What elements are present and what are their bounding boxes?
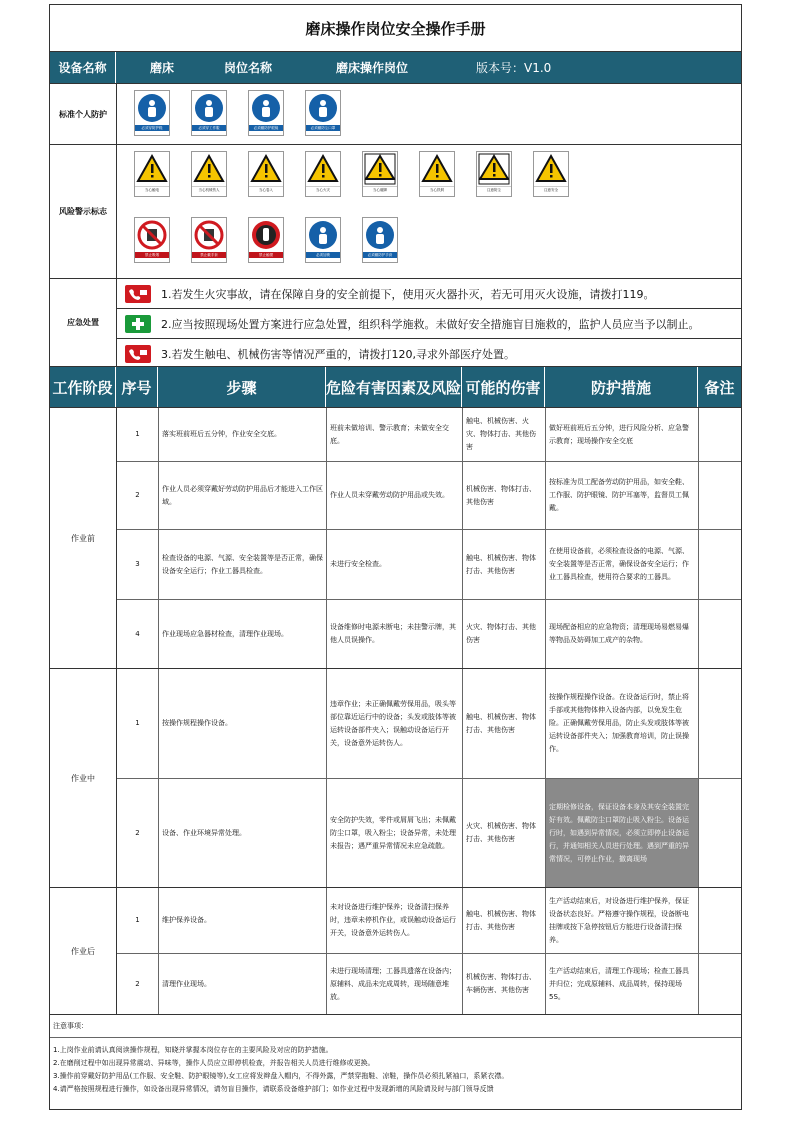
blue-sign-0 <box>134 90 170 136</box>
stage-rows <box>117 669 741 887</box>
emergency-item <box>117 309 741 339</box>
stage-rows <box>117 408 741 668</box>
row-no: 2 <box>117 462 159 529</box>
red-sign-p1 <box>191 217 227 263</box>
stage-cell: 作业前 <box>50 408 117 668</box>
sign-caption: 必须戴防护眼镜 <box>249 125 283 131</box>
blue-sign-1 <box>191 90 227 136</box>
stage-cell: 作业中 <box>50 669 117 887</box>
row-note <box>699 530 741 599</box>
warn-sign-icon <box>306 152 340 186</box>
ppe-label: 标准个人防护 <box>50 84 117 144</box>
row-no: 1 <box>117 669 159 778</box>
sign-caption: 当心火灾 <box>306 186 340 193</box>
stage-group <box>50 408 741 669</box>
row-step: 落实班前班后五分钟，作业安全交底。 <box>159 408 327 461</box>
row-measure: 在使用设备前，必须检查设备的电源、气源、安全装置等是否正常，确保设备安全运行；作业工器具检查，使用符合要求的工器具。 <box>546 530 699 599</box>
warn-sign-w2 <box>248 151 284 197</box>
sign-caption: 必须戴防护手套 <box>363 252 397 258</box>
blue-sign-m0 <box>305 217 341 263</box>
sign-caption: 必须戴防尘口罩 <box>306 125 340 131</box>
warn-sign-w5 <box>419 151 455 197</box>
warnbig-sign-icon <box>477 152 511 186</box>
row-harm: 火灾、机械伤害、物体打击、其他伤害 <box>463 779 546 887</box>
red-sign-icon <box>135 218 169 252</box>
emergency-label: 应急处置 <box>50 279 117 366</box>
table-row <box>117 779 741 887</box>
col-hazard: 危险有害因素及风险 <box>326 367 462 407</box>
row-measure: 做好班前班后五分钟，进行风险分析、应急警示教育；现场操作安全交底 <box>546 408 699 461</box>
warn-sign-icon <box>135 152 169 186</box>
row-measure: 生产活动结束后，清理工作现场；检查工器具并归位；完成原辅料、成品周转，保持现场5S。 <box>546 954 699 1014</box>
note-item: 2.在磨削过程中如出现异常震动、异味等，操作人员应立即停机检查，并报告相关人员进行维修或更换。 <box>53 1059 375 1067</box>
blue-sign-icon <box>363 218 397 252</box>
emergency-text: 1.若发生火灾事故，请在保障自身的安全前提下，使用灭火器扑灭，若无可用灭火设施，请拨打119。 <box>161 287 655 301</box>
sign-caption: 注意防尘 <box>477 186 511 193</box>
row-hazard: 班前未做培训、警示教育；未做安全交底。 <box>327 408 463 461</box>
first-aid-icon <box>125 315 151 333</box>
row-step: 按操作规程操作设备。 <box>159 669 327 778</box>
col-harm: 可能的伤害 <box>462 367 545 407</box>
page-title: 磨床操作岗位安全操作手册 <box>50 5 741 52</box>
sign-caption: 禁止吸烟 <box>135 252 169 258</box>
red-sign-p0 <box>134 217 170 263</box>
row-harm: 触电、机械伤害、物体打击、其他伤害 <box>463 888 546 953</box>
warn-sign-icon <box>249 152 283 186</box>
row-measure: 生产活动结束后，对设备进行维护保养，保证设备状态良好。严格遵守操作规程，设备断电挂牌或按下急停按钮后方能进行设备清扫保养。 <box>546 888 699 953</box>
row-note <box>699 888 741 953</box>
stop-sign-s0 <box>248 217 284 263</box>
notes-list <box>50 1038 741 1096</box>
row-measure: 按标准为员工配备劳动防护用品，如安全鞋、工作服、防护眼镜、防护耳塞等，监督员工佩戴。 <box>546 462 699 529</box>
blue-sign-icon <box>135 91 169 125</box>
row-measure: 现场配备相应的应急物资；清理现场易燃易爆等物品及妨碍加工成产的杂物。 <box>546 600 699 668</box>
sign-caption: 当心机械伤人 <box>192 186 226 193</box>
safety-manual-sheet <box>49 4 742 1110</box>
sign-caption: 必须穿工作服 <box>192 125 226 131</box>
device-name-label: 设备名称 <box>50 52 116 83</box>
sign-caption: 当心碰脚 <box>363 186 397 193</box>
row-measure: 按操作规程操作设备。在设备运行时，禁止将手部或其他物体伸入设备内部，以免发生危险。正确佩戴劳保用品，防止头发或肢体等被运转设备部件夹入；加强教育培训，防止误操作。 <box>546 669 699 778</box>
stage-group <box>50 888 741 1015</box>
table-header <box>50 367 741 408</box>
row-hazard: 安全防护失效，零件或屑屑飞出；未佩戴防尘口罩，吸入粉尘；设备异常，未处理未报告；遇严重异常情况未应急疏散。 <box>327 779 463 887</box>
row-note <box>699 669 741 778</box>
post-name-label: 岗位名称 <box>223 61 272 75</box>
row-harm: 触电、机械伤害、物体打击、其他伤害 <box>463 530 546 599</box>
row-no: 1 <box>117 888 159 953</box>
sign-caption: 禁止戴手套 <box>192 252 226 258</box>
col-note: 备注 <box>704 378 735 397</box>
emergency-item <box>117 339 741 368</box>
warn-sign-w0 <box>134 151 170 197</box>
row-step: 清理作业现场。 <box>159 954 327 1014</box>
row-hazard: 未进行安全检查。 <box>327 530 463 599</box>
emergency-text: 2.应当按照现场处置方案进行应急处置，组织科学施救。未做好安全措施盲目施救的，监护人员应当予以制止。 <box>161 317 700 331</box>
row-harm: 触电、机械伤害、火灾、物体打击、其他伤害 <box>463 408 546 461</box>
notes-label: 注意事项： <box>50 1015 741 1038</box>
note-item: 4.请严格按照规程进行操作，如设备出现异常情况，请勿盲目操作，请联系设备维护部门；如作业过程中发现新增的风险请及时与部门领导反馈 <box>53 1085 494 1093</box>
row-note <box>699 408 741 461</box>
row-hazard: 设备维修时电源未断电；未挂警示牌，其他人员误操作。 <box>327 600 463 668</box>
table-row <box>117 888 741 954</box>
row-no: 4 <box>117 600 159 668</box>
row-harm: 触电、机械伤害、物体打击、其他伤害 <box>463 669 546 778</box>
row-no: 2 <box>117 954 159 1014</box>
col-measure: 防护措施 <box>545 367 698 407</box>
col-no: 序号 <box>116 367 158 407</box>
table-row <box>117 669 741 779</box>
table-row <box>117 408 741 462</box>
sign-caption: 禁止触摸 <box>249 252 283 258</box>
blue-sign-3 <box>305 90 341 136</box>
stage-group <box>50 669 741 888</box>
warning-section <box>50 145 741 279</box>
row-step: 作业现场应急器材检查，清理作业现场。 <box>159 600 327 668</box>
sign-caption: 必须加锁 <box>306 252 340 258</box>
table-row <box>117 530 741 600</box>
row-harm: 机械伤害、物体打击、其他伤害 <box>463 462 546 529</box>
warn-sign-icon <box>534 152 568 186</box>
warn-sign-w1 <box>191 151 227 197</box>
blue-sign-icon <box>192 91 226 125</box>
warnbig-sign-w6 <box>476 151 512 197</box>
row-note <box>699 779 741 887</box>
version-label: 版本号：V1.0 <box>476 61 552 75</box>
sign-caption: 当心触电 <box>135 186 169 193</box>
row-step: 作业人员必须穿戴好劳动防护用品后才能进入工作区域。 <box>159 462 327 529</box>
warn-sign-w3 <box>305 151 341 197</box>
phone-119-icon <box>125 285 151 303</box>
warnbig-sign-w4 <box>362 151 398 197</box>
note-item: 1.上岗作业前请认真阅读操作规程，知晓并掌握本岗位存在的主要风险及对应的防护措施。 <box>53 1046 333 1054</box>
emergency-text: 3.若发生触电、机械伤害等情况严重的，请拨打120,寻求外部医疗处置。 <box>161 347 515 361</box>
ppe-signs <box>117 84 741 144</box>
row-hazard: 违章作业；未正确佩戴劳保用品，吸头等部位靠近运行中的设备；头发或肢体等被运转设备部件夹入；误触动设备运行开关，设备意外运转伤人。 <box>327 669 463 778</box>
row-step: 设备、作业环境异常处理。 <box>159 779 327 887</box>
info-bar <box>50 52 741 84</box>
row-note <box>699 600 741 668</box>
device-name-value: 磨床 <box>149 61 174 75</box>
table-row <box>117 600 741 668</box>
warn-sign-icon <box>192 152 226 186</box>
blue-sign-2 <box>248 90 284 136</box>
row-harm: 火灾、物体打击、其他伤害 <box>463 600 546 668</box>
stage-rows <box>117 888 741 1014</box>
row-measure: 定期检修设备，保证设备本身及其安全装置完好有效。佩戴防尘口罩防止吸入粉尘。设备运行时，如遇到异常情况，必须立即停止设备运行，并通知相关人员进行处理。遇到严重的异常情况，可停止作业，撤离现场 <box>546 779 699 887</box>
red-sign-icon <box>192 218 226 252</box>
table-row <box>117 462 741 530</box>
row-no: 1 <box>117 408 159 461</box>
row-note <box>699 462 741 529</box>
warning-signs <box>117 145 741 278</box>
row-harm: 机械伤害、物体打击、车辆伤害、其他伤害 <box>463 954 546 1014</box>
emergency-list <box>117 279 741 366</box>
row-no: 3 <box>117 530 159 599</box>
row-hazard: 未进行现场清理；工器具遗落在设备内；原辅料、成品未完成周转，现场随意堆放。 <box>327 954 463 1014</box>
post-name-value: 磨床操作岗位 <box>335 61 408 75</box>
stage-cell: 作业后 <box>50 888 117 1014</box>
table-row <box>117 954 741 1014</box>
stop-sign-icon <box>249 218 283 252</box>
warn-sign-icon <box>420 152 454 186</box>
sign-caption: 注意安全 <box>534 186 568 193</box>
note-item: 3.操作前穿戴好防护用品(工作服、安全鞋、防护眼镜等),女工应将发辫盘入帽内，不得外露，严禁穿拖鞋、凉鞋，操作员必须扎紧袖口，系紧衣襟。 <box>53 1072 509 1080</box>
blue-sign-icon <box>306 91 340 125</box>
sign-caption: 必须穿防护鞋 <box>135 125 169 131</box>
col-step: 步骤 <box>158 367 326 407</box>
row-hazard: 作业人员未穿戴劳动防护用品或失效。 <box>327 462 463 529</box>
warning-label: 风险警示标志 <box>50 145 117 278</box>
blue-sign-icon <box>249 91 283 125</box>
warnbig-sign-icon <box>363 152 397 186</box>
blue-sign-icon <box>306 218 340 252</box>
row-step: 维护保养设备。 <box>159 888 327 953</box>
col-stage: 工作阶段 <box>50 367 116 407</box>
warn-sign-w7 <box>533 151 569 197</box>
row-step: 检查设备的电源、气源、安全装置等是否正常，确保设备安全运行；作业工器具检查。 <box>159 530 327 599</box>
sign-caption: 当心卷入 <box>249 186 283 193</box>
sign-caption: 当心铁屑 <box>420 186 454 193</box>
row-note <box>699 954 741 1014</box>
row-no: 2 <box>117 779 159 887</box>
blue-sign-m1 <box>362 217 398 263</box>
table-body <box>50 408 741 1015</box>
row-hazard: 未对设备进行维护保养；设备清扫保养时，违章未停机作业，或误触动设备运行开关，设备意外运转伤人。 <box>327 888 463 953</box>
emergency-item <box>117 279 741 309</box>
emergency-section <box>50 279 741 367</box>
ppe-section <box>50 84 741 145</box>
phone-120-icon <box>125 345 151 363</box>
notes-section <box>50 1015 741 1096</box>
